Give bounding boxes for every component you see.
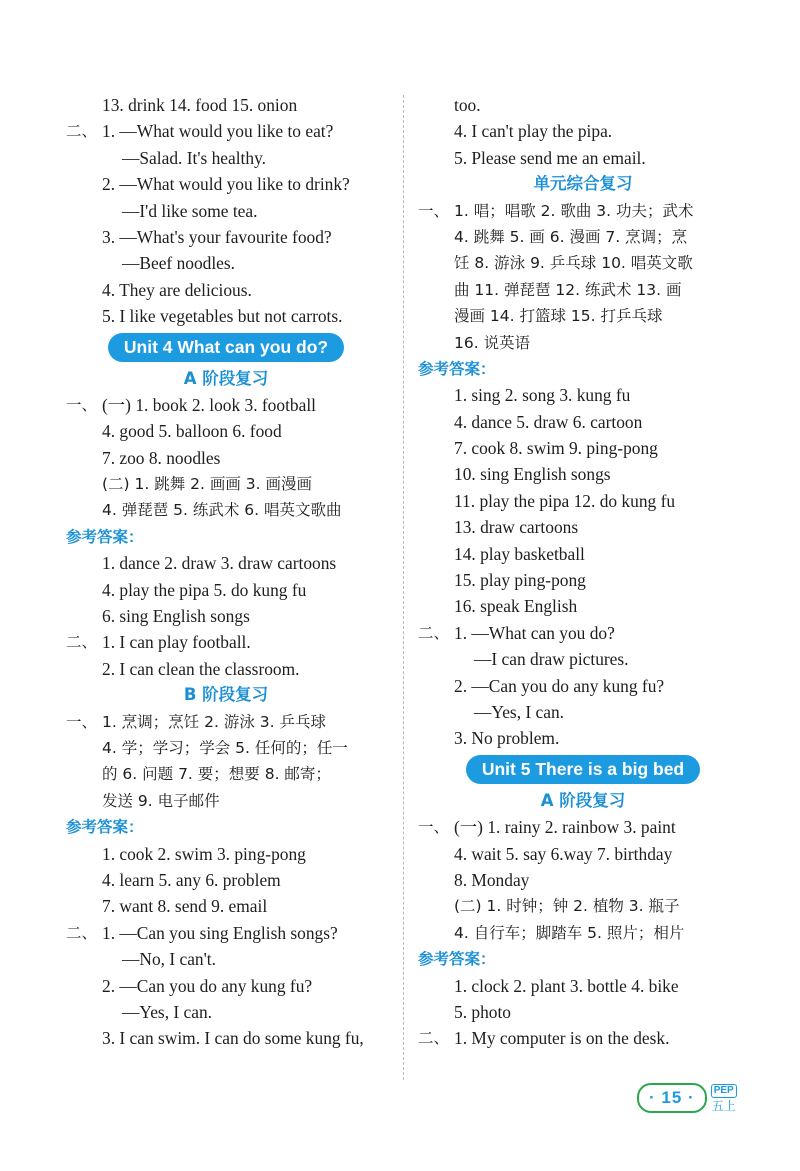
answer-text: 1. clock 2. plant 3. bottle 4. bike [454, 975, 679, 996]
answer-text: (一) 1. book 2. look 3. football [102, 394, 316, 415]
answer-text: 4. 弹琵琶 5. 练武术 6. 唱英文歌曲 [102, 501, 342, 520]
answer-text: (二) 1. 时钟；钟 2. 植物 3. 瓶子 [454, 897, 680, 916]
section-heading: A 阶段复习 [183, 368, 269, 388]
section-marker: 一、 [418, 818, 450, 837]
answer-line [66, 867, 386, 893]
answer-text: —No, I can't. [122, 949, 216, 970]
section-heading: 单元综合复习 [533, 174, 633, 194]
answer-text: 16. 说英语 [454, 333, 531, 352]
reference-answers-label-row [418, 946, 748, 972]
answer-line [418, 382, 748, 408]
answer-text: 11. play the pipa 12. do kung fu [454, 490, 676, 511]
answer-text: —Salad. It's healthy. [122, 147, 266, 168]
answer-text: 2. —Can you do any kung fu? [454, 675, 665, 696]
unit-title: Unit 4 What can you do? [108, 333, 344, 362]
answer-text: 1. —What can you do? [454, 622, 615, 643]
answer-line [66, 303, 386, 329]
answer-line [66, 171, 386, 197]
answer-line [66, 761, 386, 787]
page-footer [637, 1083, 737, 1113]
answer-line [66, 445, 386, 471]
answer-text: 16. speak English [454, 596, 578, 617]
answer-line [66, 497, 386, 523]
reference-answers-label: 参考答案： [418, 950, 496, 969]
answer-text: 1. cook 2. swim 3. ping-pong [102, 843, 306, 864]
answer-text: 4. 跳舞 5. 画 6. 漫画 7. 烹调；烹 [454, 227, 688, 246]
answer-text: 10. sing English songs [454, 464, 611, 485]
answer-text: 14. play basketball [454, 543, 585, 564]
answer-text: 1. —What would you like to eat? [102, 121, 334, 142]
answer-line [418, 867, 748, 893]
answer-text: 3. I can swim. I can do some kung fu, [102, 1028, 364, 1049]
answer-line [418, 620, 748, 646]
answer-text: 8. Monday [454, 869, 530, 890]
left-column [66, 92, 386, 1052]
answer-line [66, 709, 386, 735]
answer-text: 5. I like vegetables but not carrots. [102, 306, 343, 327]
answer-text: 2. —Can you do any kung fu? [102, 975, 313, 996]
answer-line [66, 392, 386, 418]
answer-line [418, 514, 748, 540]
answer-text: —I can draw pictures. [474, 649, 629, 670]
answer-line [418, 541, 748, 567]
reference-answers-label-row [418, 356, 748, 382]
reference-answers-label: 参考答案： [66, 818, 144, 837]
unit-banner-row [418, 752, 748, 788]
answer-text: 7. cook 8. swim 9. ping-pong [454, 438, 658, 459]
answer-line [418, 699, 748, 725]
section-marker: 一、 [66, 712, 98, 731]
answer-text: —Beef noodles. [122, 253, 236, 274]
section-marker: 一、 [66, 395, 98, 414]
answer-text: 7. want 8. send 9. email [102, 896, 268, 917]
section-marker: 二、 [418, 1029, 450, 1048]
answer-line [418, 1025, 748, 1051]
answer-line [66, 550, 386, 576]
answer-line [66, 277, 386, 303]
answer-line [418, 841, 748, 867]
answer-text: 漫画 14. 打篮球 15. 打乒乓球 [454, 307, 663, 326]
answer-text: 13. drink 14. food 15. onion [102, 95, 298, 115]
answer-text: 13. draw cartoons [454, 517, 579, 538]
answer-text: 1. I can play football. [102, 632, 251, 653]
answer-line [66, 224, 386, 250]
answer-text: 曲 11. 弹琵琶 12. 练武术 13. 画 [454, 280, 682, 299]
section-marker: 二、 [418, 623, 450, 642]
answer-text: 1. My computer is on the desk. [454, 1028, 670, 1049]
answer-text: —Yes, I can. [122, 1001, 213, 1022]
page-number: · 15 · [637, 1083, 707, 1113]
answer-line [66, 973, 386, 999]
answer-line [418, 814, 748, 840]
answer-line [66, 893, 386, 919]
section-heading: A 阶段复习 [540, 790, 626, 810]
answer-line [418, 973, 748, 999]
answer-line [418, 435, 748, 461]
answer-line [66, 735, 386, 761]
answer-text: 4. 自行车；脚踏车 5. 照片；相片 [454, 923, 685, 942]
answer-line [66, 841, 386, 867]
answer-text: 4. play the pipa 5. do kung fu [102, 579, 307, 600]
edition-badge [711, 1084, 737, 1112]
reference-answers-label-row [66, 814, 386, 840]
answer-line [418, 409, 748, 435]
grade-label: 五上 [711, 1099, 736, 1113]
answer-text: 1. dance 2. draw 3. draw cartoons [102, 553, 337, 574]
answer-text: 4. They are delicious. [102, 279, 252, 300]
answer-line [66, 946, 386, 972]
answer-line [418, 461, 748, 487]
answer-text: 15. play ping-pong [454, 570, 586, 591]
answer-line [66, 656, 386, 682]
answer-text: 5. Please send me an email. [454, 147, 646, 168]
answer-line [418, 567, 748, 593]
answer-text: (二) 1. 跳舞 2. 画画 3. 画漫画 [102, 475, 313, 494]
section-marker: 二、 [66, 122, 98, 141]
answer-line [418, 893, 748, 919]
answer-line [66, 118, 386, 144]
answer-line [66, 999, 386, 1025]
answer-line [66, 920, 386, 946]
answer-line [66, 603, 386, 629]
right-column [418, 92, 748, 1052]
answer-line [418, 303, 748, 329]
answer-text: 4. dance 5. draw 6. cartoon [454, 411, 643, 432]
section-marker: 一、 [418, 201, 450, 220]
answer-line [418, 224, 748, 250]
answer-text: 1. sing 2. song 3. kung fu [454, 385, 631, 406]
answer-line [418, 725, 748, 751]
section-heading: B 阶段复习 [183, 685, 269, 705]
answer-line [418, 250, 748, 276]
answer-line [418, 92, 748, 118]
answer-text: —I'd like some tea. [122, 200, 258, 221]
answer-line [418, 920, 748, 946]
section-marker: 二、 [66, 923, 98, 942]
answer-line [418, 330, 748, 356]
answer-text: 3. No problem. [454, 728, 560, 749]
answer-line [418, 277, 748, 303]
reference-answers-label-row [66, 524, 386, 550]
answer-text: 1. 烹调；烹饪 2. 游泳 3. 乒乓球 [102, 712, 327, 731]
answer-text: 4. good 5. balloon 6. food [102, 421, 282, 442]
answer-text: 2. I can clean the classroom. [102, 658, 300, 679]
answer-line [418, 593, 748, 619]
answer-line [66, 471, 386, 497]
answer-line [66, 92, 386, 118]
answer-text: 发送 9. 电子邮件 [102, 791, 220, 810]
answer-text: 饪 8. 游泳 9. 乒乓球 10. 唱英文歌 [454, 254, 693, 273]
answer-line [66, 1025, 386, 1051]
answer-text: 3. —What's your favourite food? [102, 226, 332, 247]
answer-text: 4. wait 5. say 6.way 7. birthday [454, 843, 673, 864]
answer-line [418, 118, 748, 144]
unit-banner-row [66, 330, 386, 366]
answer-line [66, 788, 386, 814]
answer-text: 4. 学；学习；学会 5. 任何的；任一 [102, 738, 348, 757]
edition-label: PEP [711, 1084, 737, 1098]
answer-text: 1. —Can you sing English songs? [102, 922, 338, 943]
section-marker: 二、 [66, 633, 98, 652]
answer-line [66, 577, 386, 603]
reference-answers-label: 参考答案： [66, 527, 144, 546]
column-divider [403, 95, 404, 1080]
answer-line [418, 673, 748, 699]
answer-line [418, 999, 748, 1025]
answer-text: 2. —What would you like to drink? [102, 174, 350, 195]
answer-text: —Yes, I can. [474, 701, 565, 722]
answer-line [66, 418, 386, 444]
answer-line [66, 250, 386, 276]
answer-text: 的 6. 问题 7. 要；想要 8. 邮寄； [102, 765, 331, 784]
answer-line [418, 488, 748, 514]
answer-text: 6. sing English songs [102, 606, 250, 627]
answer-text: (一) 1. rainy 2. rainbow 3. paint [454, 817, 676, 838]
unit-title: Unit 5 There is a big bed [466, 755, 700, 784]
answer-text: 1. 唱；唱歌 2. 歌曲 3. 功夫；武术 [454, 201, 694, 220]
answer-line [66, 145, 386, 171]
reference-answers-label: 参考答案： [418, 359, 496, 378]
answer-text: 4. learn 5. any 6. problem [102, 869, 281, 890]
answer-line [418, 646, 748, 672]
answer-line [66, 198, 386, 224]
answer-line [66, 629, 386, 655]
answer-line [418, 198, 748, 224]
answer-line [418, 145, 748, 171]
answer-text: 4. I can't play the pipa. [454, 121, 613, 142]
answer-text: too. [454, 95, 481, 115]
answer-text: 5. photo [454, 1001, 512, 1022]
answer-text: 7. zoo 8. noodles [102, 447, 221, 468]
